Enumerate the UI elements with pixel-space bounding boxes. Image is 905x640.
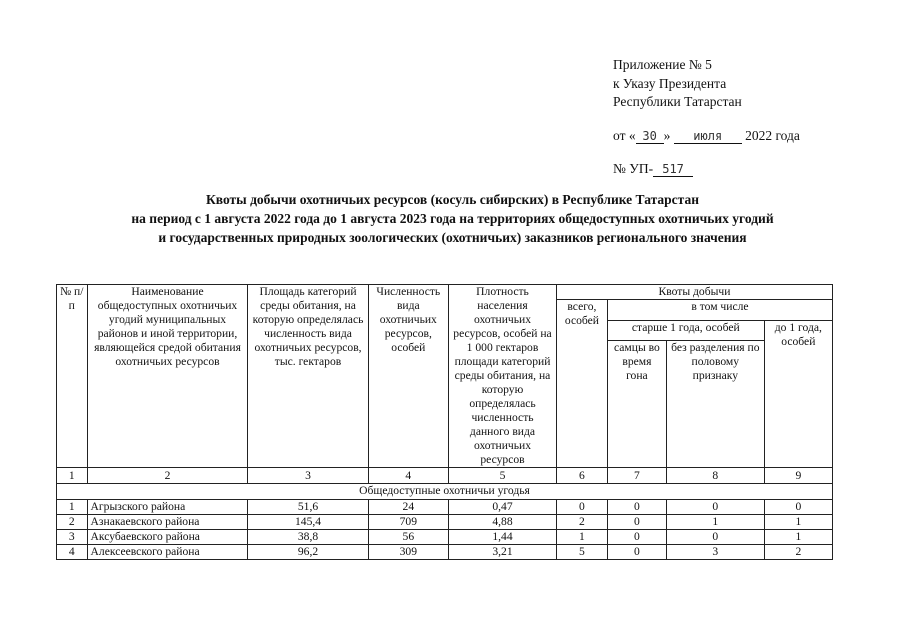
table-row: 4 Алексеевского района 96,2 309 3,21 5 0 3 2	[57, 545, 833, 560]
column-numbers-row: 1 2 3 4 5 6 7 8 9	[57, 468, 833, 484]
appendix-line-2: к Указу Президента	[613, 75, 727, 91]
section-header: Общедоступные охотничьи угодья	[57, 484, 833, 500]
document-title	[0, 190, 905, 247]
quota-table	[56, 284, 833, 560]
header-no: № п/п	[57, 285, 88, 468]
appendix-line-3: Республики Татарстан	[613, 94, 742, 109]
header-name: Наименование общедоступных охотничьих угодий муниципальных районов и иной территории, являющейся средой обитания охотничьих ресурсов	[87, 285, 248, 468]
header-nosex: без разделения по половому признаку	[666, 341, 764, 468]
appendix-number: № УП- 517	[613, 160, 800, 179]
table-row: 1 Агрызского района 51,6 24 0,47 0 0 0 0	[57, 500, 833, 515]
header-density: Плотность населения охотничьих ресурсов, особей на 1 000 гектаров площади категорий среды обитания, на которую определялась численность данного вида охотничьих ресурсов	[449, 285, 557, 468]
header-total: всего, особей	[556, 300, 607, 468]
decree-number: 517	[653, 162, 693, 177]
header-older: старше 1 года, особей	[607, 320, 764, 341]
header-including: в том числе	[607, 300, 832, 321]
header-under: до 1 года, особей	[764, 320, 832, 468]
appendix-line-1: Приложение № 5	[613, 57, 712, 72]
title-line-3: и государственных природных зоологических (охотничьих) заказников регионального значения	[158, 230, 747, 245]
date-month: июля	[674, 129, 742, 144]
appendix-block	[613, 56, 800, 179]
title-line-1: Квоты добычи охотничьих ресурсов (косуль сибирских) в Республике Татарстан	[205, 192, 699, 207]
title-line-2: на период с 1 августа 2022 года до 1 августа 2023 года на территориях общедоступных охотничьих угодий	[131, 211, 774, 226]
header-count: Численность вида охотничьих ресурсов, особей	[368, 285, 448, 468]
table-row: 2 Азнакаевского района 145,4 709 4,88 2 0 1 1	[57, 515, 833, 530]
date-day: 30	[636, 129, 664, 144]
appendix-date: от « 30 » июля 2022 года	[613, 127, 800, 143]
date-year: 2022 года	[745, 127, 800, 143]
header-area: Площадь категорий среды обитания, на которую определялась численность вида охотничьих ресурсов, тыс. гектаров	[248, 285, 368, 468]
table-row: 3 Аксубаевского района 38,8 56 1,44 1 0 0 1	[57, 530, 833, 545]
header-males: самцы во время гона	[607, 341, 666, 468]
header-quotas: Квоты добычи	[556, 285, 832, 300]
